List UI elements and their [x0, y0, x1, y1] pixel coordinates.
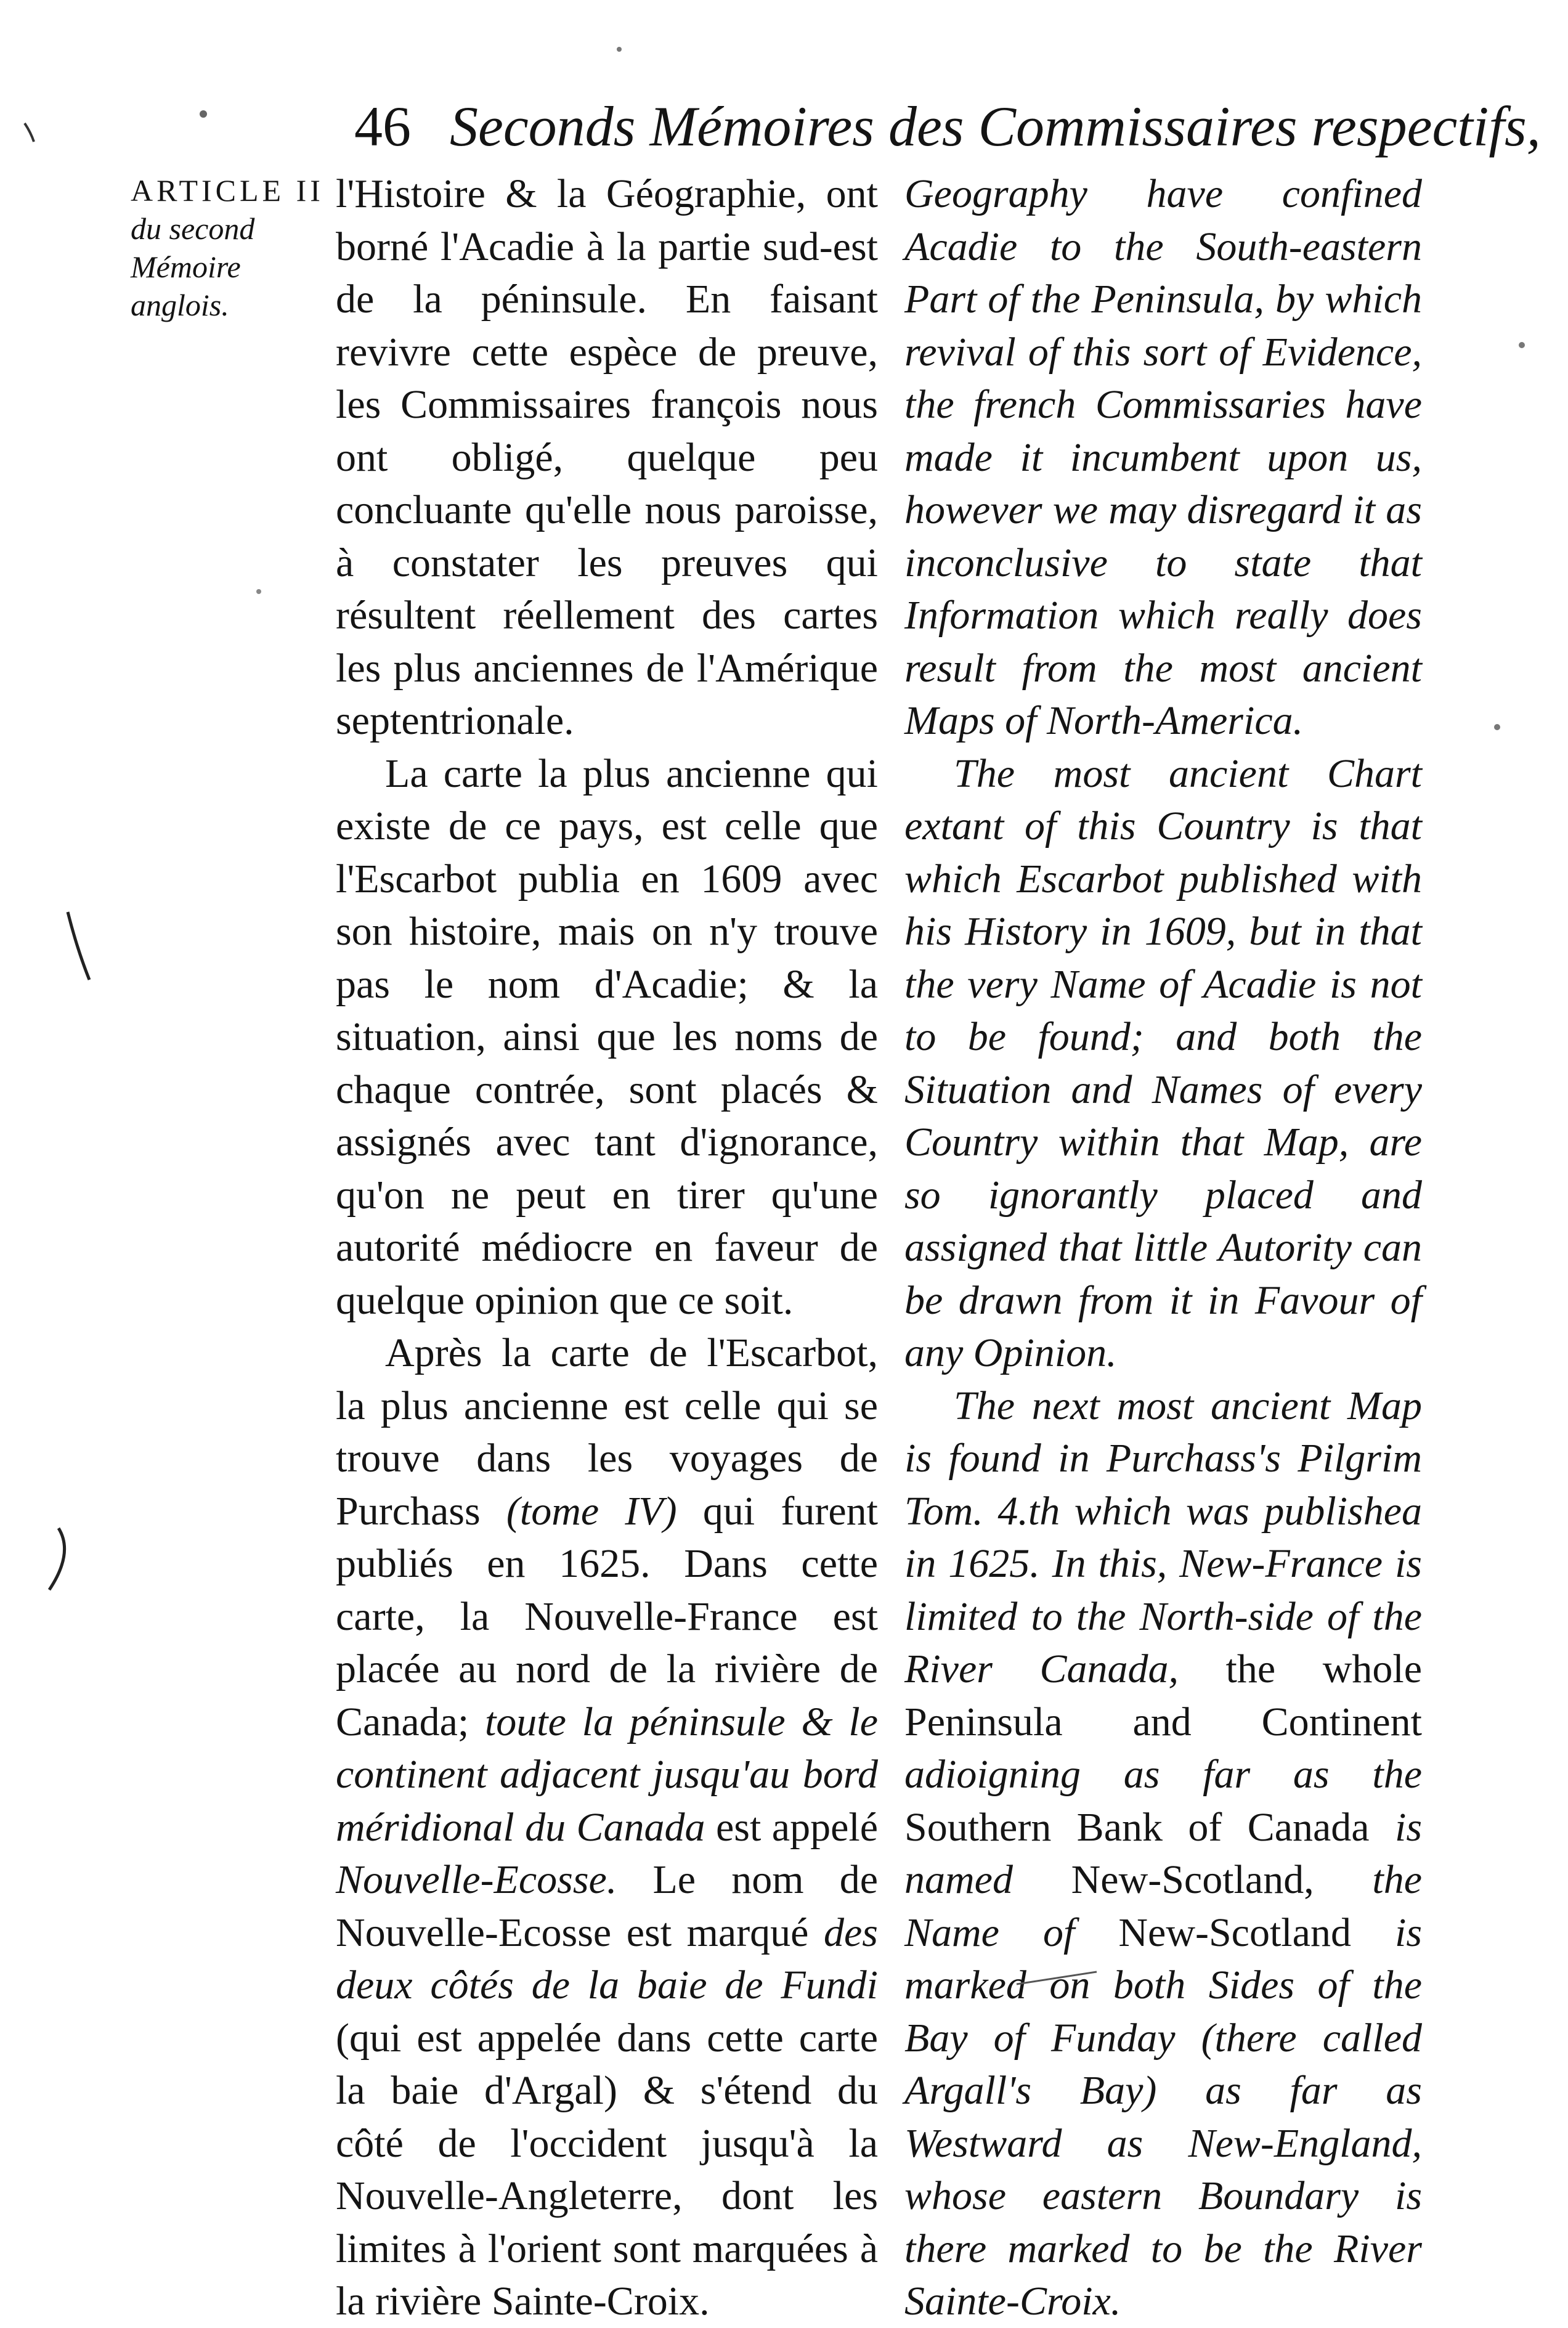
speck-mark — [1017, 1972, 1097, 1984]
speck-dot — [1494, 724, 1500, 730]
page-number: 46 — [354, 95, 411, 158]
speck-dot — [256, 589, 261, 594]
french-p3-i: (qui est appelée dans cette carte la baie d'Argal) & s'étend du côté de l'occident jusqu'à la Nouvelle-Angleterre, dont les limites à l'orient sont marquées à la rivière Sainte-Croix. — [336, 2015, 878, 2324]
french-p3-a: Après la carte de l'Escarbot, la plus ancienne est celle qui se trouve dans les voyages de Purchass — [336, 1330, 878, 1534]
english-p3-h: New-Scotland — [1118, 1910, 1351, 1955]
speck-dot — [200, 110, 207, 118]
english-p3-e: is named — [904, 1804, 1423, 1902]
english-paragraph-1: Geography have confined Acadie to the South-eastern Part of the Peninsula, by which revival of this sort of Evidence, the french Commissaries have made it incumbent upon us, however we may disregard it as inconclusive to state that Information which really does result from the most ancient Maps of North-America. — [904, 171, 1422, 743]
margin-note-heading: ARTICLE II — [131, 173, 324, 208]
english-p3-d: Southern Bank of Canada — [904, 1804, 1370, 1850]
speck-mark — [49, 1528, 65, 1590]
english-p3-g: the Name of — [904, 1857, 1422, 1955]
french-paragraph-2: La carte la plus ancienne qui existe de ce pays, est celle que l'Escarbot publia en 1609 avec son histoire, mais on n'y trouve pas le nom d'Acadie; & la situation, ainsi que les noms de chaque contrée, sont placés & assignés avec tant d'ignorance, qu'on ne peut en tirer qu'une autorité médiocre en faveur de quelque opinion que ce soit. — [336, 751, 878, 1323]
english-p3-c: adioigning as far as the — [904, 1752, 1422, 1797]
english-p3-a: The next most ancient Map is found in Purchass's Pilgrim Tom. 4.th which was publishea in 1625. In this, New-France is limited to the North-side of the River Canada, — [904, 1383, 1422, 1691]
running-title: Seconds Mémoires des Commissaires respectifs, — [450, 95, 1541, 158]
french-p3-h: des deux côtés de la baie de Fundi — [336, 1910, 878, 2008]
french-p3-b: (tome IV) — [506, 1488, 677, 1534]
french-p3-e: est appelé — [716, 1804, 878, 1850]
speck-dot — [1519, 342, 1525, 348]
english-paragraph-2: The most ancient Chart extant of this Country is that which Escarbot published with his History in 1609, but in that the very Name of Acadie is not to be found; and both the Situation and Names of every Country within that Map, are so ignorantly placed and assigned that little Autority can be drawn from it in Favour of any Opinion. — [904, 751, 1422, 1375]
french-p3-c: qui furent publiés en 1625. Dans cette carte, la Nouvelle-France est placée au nord de la rivière de Canada; — [336, 1488, 878, 1744]
english-p3-i: is marked on both Sides of the Bay of Funday (there called Argall's Bay) as far as Westward as New-England, whose eastern Boundary is there marked to be the River Sainte-Croix. — [904, 1910, 1423, 2324]
english-p3-b: the whole Peninsula and Continent — [904, 1646, 1422, 1744]
speck-mark — [25, 123, 34, 142]
french-p3-g: Le nom de Nouvelle-Ecosse est marqué — [336, 1857, 878, 1955]
speck-dot — [617, 47, 622, 52]
french-p3-d: toute la péninsule & le continent adjacent jusqu'au bord méridional du Canada — [336, 1699, 879, 1850]
french-p3-f: Nouvelle-Ecosse. — [336, 1857, 617, 1902]
english-p3-f: New-Scotland, — [1071, 1857, 1314, 1902]
speck-mark — [68, 912, 89, 980]
margin-note-text: du second Mémoire anglois. — [131, 211, 255, 322]
french-paragraph-1: l'Histoire & la Géographie, ont borné l'Acadie à la partie sud-est de la péninsule. En faisant revivre cette espèce de preuve, les Commissaires françois nous ont obligé, quelque peu concluante qu'elle nous paroisse, à constater les preuves qui résultent réellement des cartes les plus anciennes de l'Amérique septentrionale. — [336, 171, 878, 743]
